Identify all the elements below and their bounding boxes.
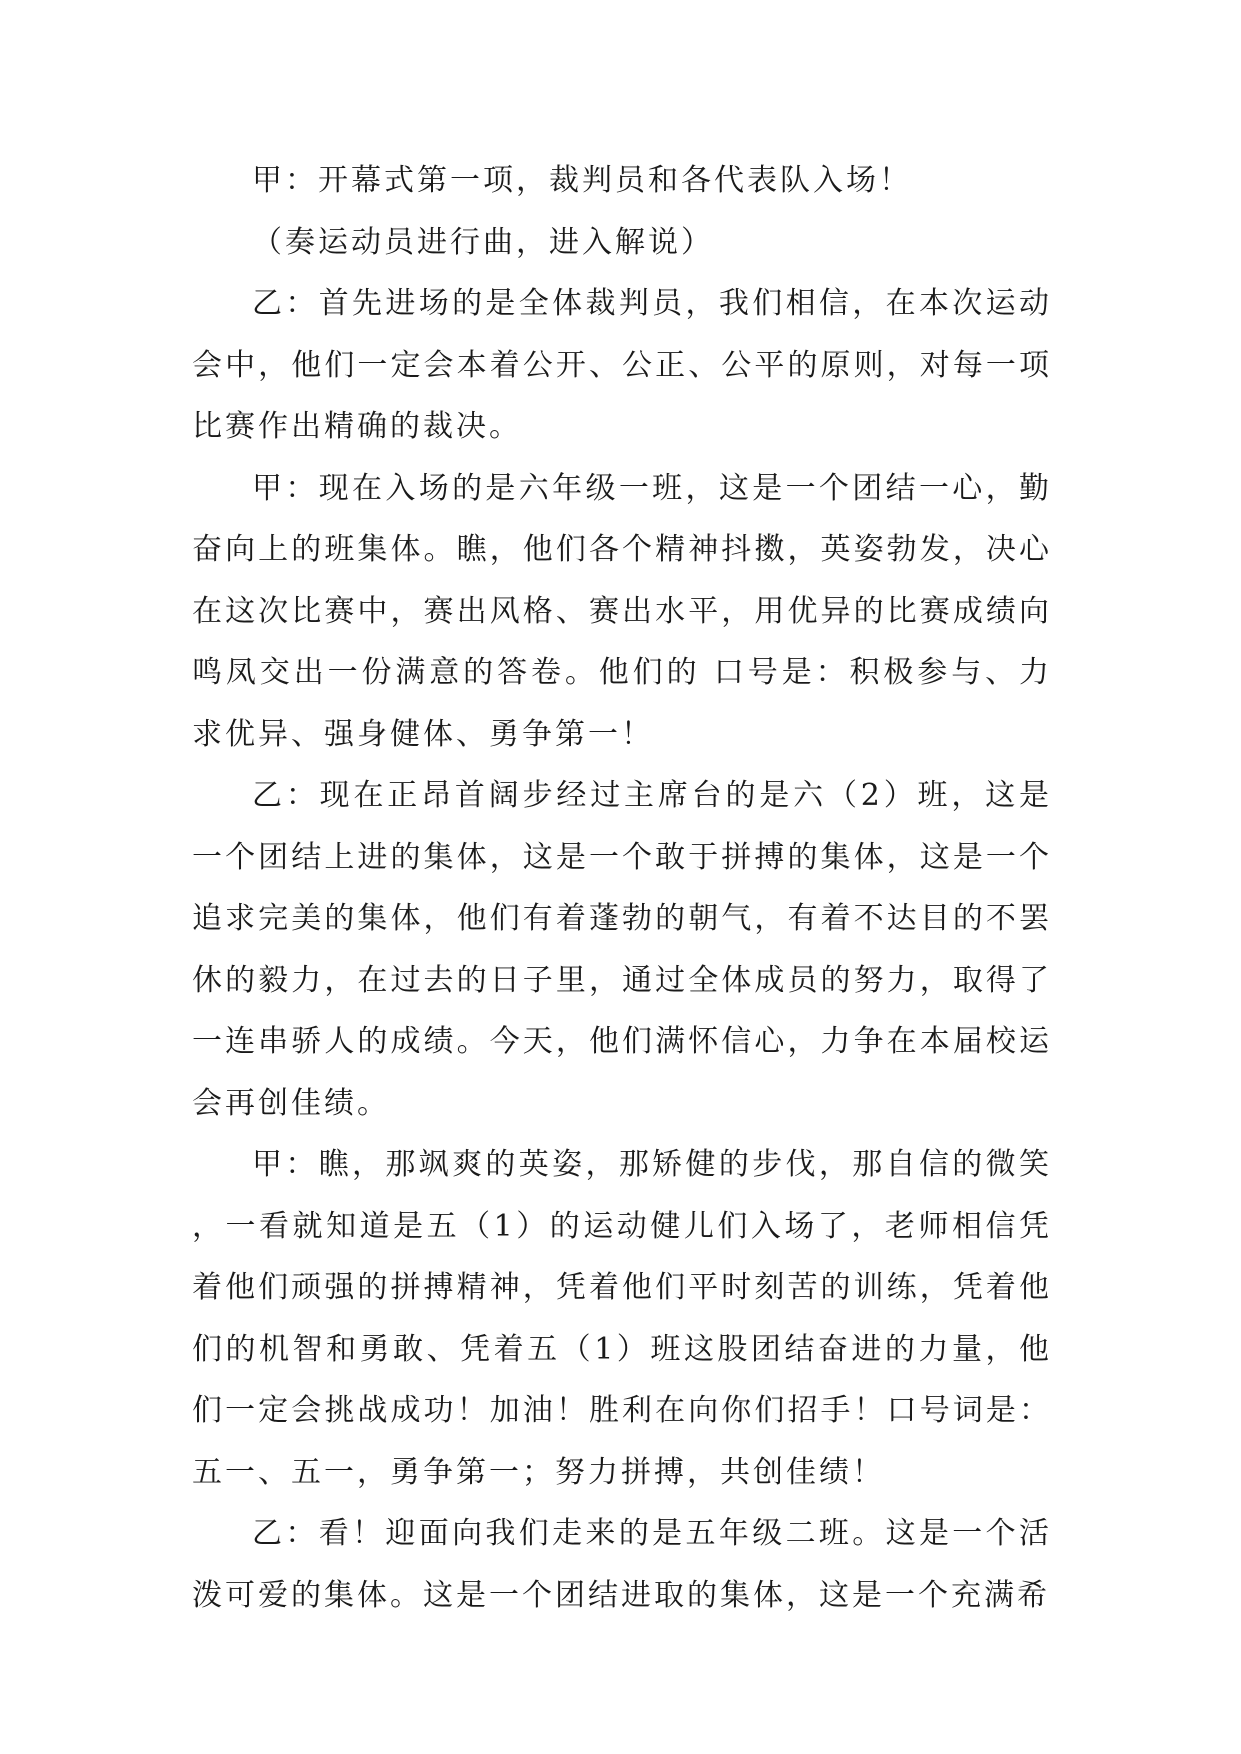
paragraph: （奏运动员进行曲，进入解说）	[252, 224, 714, 260]
paragraph: 甲：现在入场的是六年级一班，这是一个团结一心，勤奋向上的班集体。瞧，他们各个精神抖擞，英姿勃发，决心在这次比赛中，赛出风格、赛出水平，用优异的比赛成绩向鸣凤交出一份满意的答卷。他们的 口号是：积极参与、力求优异、强身健体、勇争第一！	[192, 470, 1052, 752]
paragraph: 乙：首先进场的是全体裁判员，我们相信，在本次运动会中，他们一定会本着公开、公正、公平的原则，对每一项比赛作出精确的裁决。	[192, 286, 1052, 444]
paragraph: 甲：瞧，那飒爽的英姿，那矫健的步伐，那自信的微笑，一看就知道是五（1）的运动健儿们入场了，老师相信凭着他们顽强的拼搏精神，凭着他们平时刻苦的训练，凭着他们的机智和勇敢、凭着五（1）班这股团结奋进的力量，他们一定会挑战成功！加油！胜利在向你们招手！口号词是：五一、五一，勇争第一；努力拼搏，共创佳绩！	[192, 1147, 1052, 1490]
paragraph: 乙：现在正昂首阔步经过主席台的是六（2）班，这是一个团结上进的集体，这是一个敢于拼搏的集体，这是一个追求完美的集体，他们有着蓬勃的朝气，有着不达目的不罢休的毅力，在过去的日子里，通过全体成员的努力，取得了一连串骄人的成绩。今天，他们满怀信心，力争在本届校运会再创佳绩。	[192, 778, 1052, 1121]
document-body	[192, 150, 1052, 1626]
paragraph: 乙：看！迎面向我们走来的是五年级二班。这是一个活泼可爱的集体。这是一个团结进取的集体，这是一个充满希	[192, 1516, 1052, 1613]
paragraph: 甲：开幕式第一项，裁判员和各代表队入场！	[252, 163, 912, 198]
